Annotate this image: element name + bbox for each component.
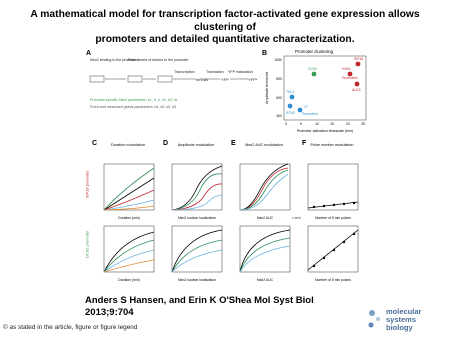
f-bot-point-2 [323, 257, 325, 259]
e-xlabel-top: Msn2 AUC [256, 216, 274, 220]
b-label-rtn2: RTN2 [286, 111, 295, 115]
b-label-promoters-blue: Promoters [302, 112, 318, 116]
yfp-mature-label: YFP* [248, 77, 258, 82]
c-xlabel-top: Duration (min) [118, 216, 140, 220]
d-bot-axes [172, 226, 222, 272]
b-point-dcs2 [312, 72, 317, 77]
e-top-curve-2 [240, 168, 288, 210]
c-top-curve-2 [104, 178, 154, 210]
d-xlabel-bot: Msn2 nuclear localization [177, 278, 217, 282]
b-ytick-1: 600 [276, 96, 282, 100]
f-bot-point-3 [333, 249, 335, 251]
row-label-sip18: SIP18 promoter [84, 170, 90, 199]
promoter-state-1 [90, 76, 104, 82]
b-xtick-5: 25 [361, 122, 365, 126]
step-recruitment: Recruitment of factors to the promoter [128, 58, 189, 62]
step-msn2-binding: Msn2 binding to the promoter [90, 58, 137, 62]
citation [85, 295, 314, 318]
b-point-ald3 [355, 82, 360, 87]
panel-c-title: Duration modulation [111, 143, 145, 147]
logo-line-1: molecular [386, 307, 422, 316]
b-label-lf: LF [304, 105, 308, 109]
logo-line-3: biology [386, 323, 413, 332]
panel-label-b: B [262, 50, 268, 57]
e-bot-curve-1 [240, 230, 290, 272]
b-label-tkl2: TKL2 [286, 90, 295, 94]
d-xlabel-top: Msn2 nuclear localization [177, 216, 217, 220]
c-top-curve-5 [104, 206, 154, 210]
c-bot-curve-4 [104, 260, 154, 272]
b-point-tkl2 [290, 95, 295, 100]
panel-label-d: D [163, 140, 169, 147]
logo-circle-2 [376, 317, 380, 321]
panel-label-f: F [302, 140, 307, 147]
panel-d-title: Amplitude modulation [177, 143, 215, 147]
panel-a-schematic [88, 56, 256, 118]
b-label-sip18: SIP18 [354, 57, 364, 61]
logo-line-2: systems [386, 315, 417, 324]
e-xlabel-bot: Msn2 AUC [256, 278, 274, 282]
f-bot-point-5 [353, 233, 355, 235]
legend-specific: Promoter-specific fitted parameters: k1, K, n, k2, k3, d1 [90, 98, 178, 102]
panel-b-xlabel: Promoter activation timescale (min) [296, 129, 354, 133]
logo-circle-1 [369, 310, 375, 316]
b-label-hxk1: HXK1 [342, 67, 351, 71]
e-top-axes [240, 164, 290, 210]
b-label-dcs2: DCS2 [308, 67, 318, 71]
citation-year: 2013;9:704 [85, 306, 134, 318]
promoter-state-2 [128, 76, 142, 82]
panel-label-e: E [231, 140, 236, 147]
b-label-promoters: Promoters [342, 76, 358, 80]
panel-b-ylabel: Amplitude threshold [265, 72, 269, 104]
legend-global: Fixed and measured global parameters: k4, d2, k5, d3 [90, 105, 177, 109]
promoter-state-3 [158, 76, 172, 82]
f-top-point-3 [333, 204, 335, 206]
b-ytick-2: 800 [276, 77, 282, 81]
step-yfp-maturation: YFP maturation [228, 70, 253, 74]
panels-c-f [92, 140, 372, 290]
b-xtick-3: 15 [330, 122, 334, 126]
e-exponent: x 10^5 [292, 216, 301, 220]
page-title [14, 9, 436, 47]
step-transcription: Transcription [174, 70, 195, 74]
f-bot-axes [308, 226, 358, 272]
f-bot-point-4 [343, 241, 345, 243]
c-top-curve-1 [104, 168, 154, 210]
panel-f-title: Pulse number modulation [310, 143, 354, 147]
b-xtick-4: 20 [346, 122, 350, 126]
f-top-point-1 [313, 206, 315, 208]
footer-copyright: © as stated in the article, figure or figure legend [3, 324, 138, 331]
panel-e-title: Msn2 AUC modulation [245, 143, 283, 147]
e-bot-curve-2 [240, 238, 290, 272]
e-bot-axes [240, 226, 290, 272]
f-top-point-5 [353, 202, 355, 204]
journal-logo [366, 305, 446, 335]
citation-authors: Anders S Hansen, and Erin K O'Shea Mol Syst Biol [85, 295, 314, 306]
b-point-rtn2 [288, 104, 293, 109]
step-translation: Translation [206, 70, 224, 74]
b-label-ald3: ALD3 [352, 88, 361, 92]
panel-label-a: A [86, 50, 92, 57]
title-line-1: A mathematical model for transcription factor-activated gene expression allows clustering of [30, 9, 420, 33]
f-xlabel-bot: Number of 5 min pulses [315, 278, 351, 282]
f-xlabel-top: Number of 5 min pulses [315, 216, 351, 220]
f-bot-point-1 [313, 265, 315, 267]
b-xtick-1: 5 [300, 122, 302, 126]
e-top-curve-3 [240, 170, 288, 210]
row-label-dcs2: DCS2 promoter [84, 230, 90, 259]
b-point-sip18 [356, 62, 361, 67]
panel-label-c: C [92, 140, 98, 147]
title-line-2: promoters and detailed quantitative characterization. [95, 34, 355, 45]
b-xtick-0: 0 [285, 122, 287, 126]
b-ytick-3: 1000 [274, 58, 282, 62]
yfp-label: YFP [221, 77, 229, 82]
panel-b-scatter [262, 44, 372, 144]
logo-circle-3 [369, 323, 374, 328]
f-top-point-2 [323, 205, 325, 207]
mrna-label: mRNA [196, 77, 208, 82]
b-xtick-2: 10 [315, 122, 319, 126]
f-top-point-4 [343, 203, 345, 205]
b-ytick-0: 400 [276, 114, 282, 118]
panel-b-title: Promoter clustering [294, 49, 334, 54]
c-xlabel-bot: Duration (min) [118, 278, 140, 282]
d-top-curve-2 [172, 174, 222, 210]
